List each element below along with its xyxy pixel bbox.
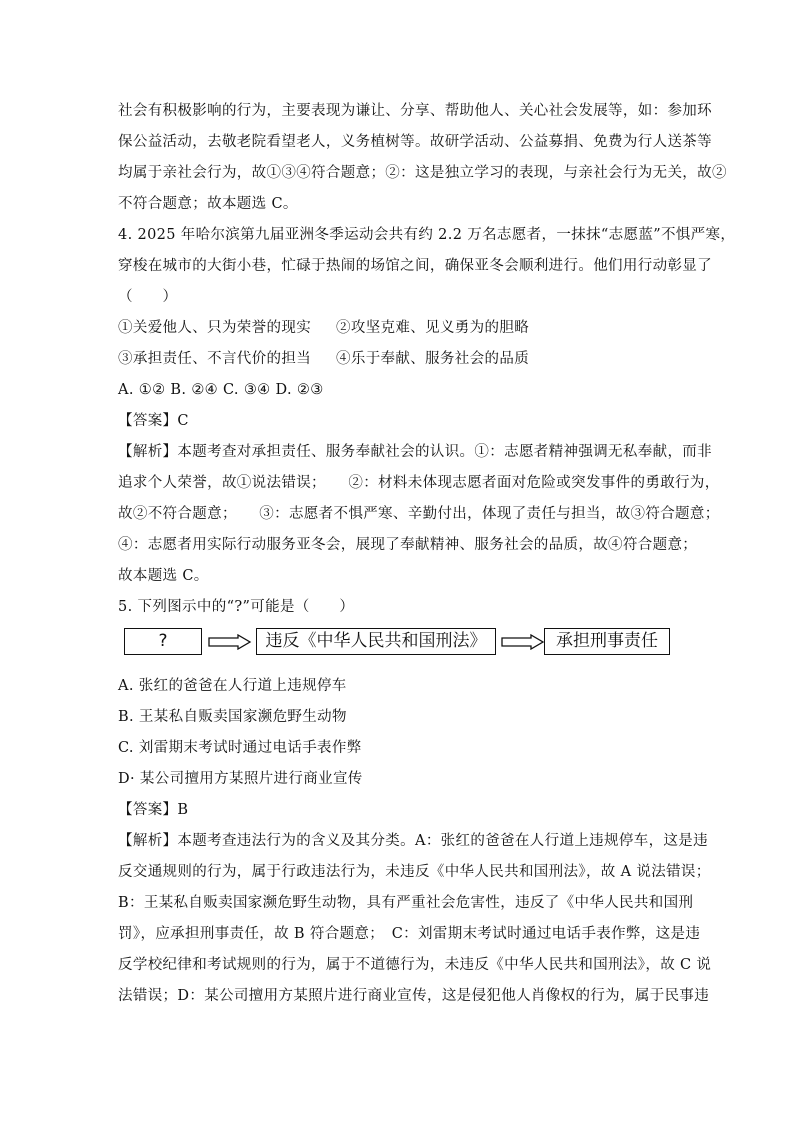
- q4-answer: 【答案】C: [118, 413, 189, 429]
- document-page: [118, 96, 736, 1012]
- q5-analysis-line: 反学校纪律和考试规则的行为，属于不道德行为，未违反《中华人民共和国刑法》，故 C 说: [118, 957, 712, 973]
- q5-option-a: A. 张红的爸爸在人行道上违规停车: [118, 678, 347, 694]
- flow-box-violate-criminal-law: 违反《中华人民共和国刑法》: [256, 628, 496, 655]
- q5-option-c: C. 刘雷期末考试时通过电话手表作弊: [118, 740, 362, 756]
- q4-option-3: ③承担责任、不言代价的担当: [118, 351, 312, 367]
- q5-option-d: D· 某公司擅用方某照片进行商业宣传: [118, 771, 363, 787]
- paragraph-line: 社会有积极影响的行为，主要表现为谦让、分享、帮助他人、关心社会发展等，如：参加环: [118, 103, 712, 119]
- q4-choices: A. ①② B. ②④ C. ③④ D. ②③: [118, 382, 324, 398]
- q4-stem-line: 穿梭在城市的大街小巷，忙碌于热闹的场馆之间，确保亚冬会顺利进行。他们用行动彰显了: [118, 258, 712, 274]
- paragraph-line: 均属于亲社会行为，故①③④符合题意；②：这是独立学习的表现，与亲社会行为无关，故②: [118, 165, 727, 181]
- q5-analysis-line: 反交通规则的行为，属于行政违法行为，未违反《中华人民共和国刑法》，故 A 说法错误；: [118, 864, 711, 880]
- q5-stem: 5. 下列图示中的“?”可能是（ ）: [118, 599, 355, 615]
- right-arrow-icon: [501, 634, 545, 650]
- q5-analysis-line: 【解析】本题考查违法行为的含义及其分类。A：张红的爸爸在人行道上违规停车，这是违: [118, 833, 708, 849]
- q5-answer: 【答案】B: [118, 802, 189, 818]
- q4-analysis-line: 故本题选 C。: [118, 568, 209, 584]
- flow-box-unknown: ?: [124, 628, 202, 655]
- q5-flow-diagram: [118, 625, 684, 665]
- q4-analysis-line: 故②不符合题意； ③：志愿者不惧严寒、辛勤付出，体现了责任与担当，故③符合题意；: [118, 506, 720, 522]
- q4-stem-line: 4. 2025 年哈尔滨第九届亚洲冬季运动会共有约 2.2 万名志愿者，一抹抹“志愿蓝”不惧严寒，: [118, 227, 736, 243]
- q5-analysis-line: B：王某私自贩卖国家濒危野生动物，具有严重社会危害性，违反了《中华人民共和国刑: [118, 895, 694, 911]
- q4-options-row-2: [118, 344, 684, 375]
- q4-options-row-1: [118, 313, 684, 344]
- q5-analysis-line: 法错误；D：某公司擅用方某照片进行商业宣传，这是侵犯他人肖像权的行为，属于民事违: [118, 988, 710, 1004]
- q4-option-1: ①关爱他人、只为荣誉的现实: [118, 320, 312, 336]
- q5-analysis-line: 罚》，应承担刑事责任，故 B 符合题意； C：刘雷期末考试时通过电话手表作弊，这是违: [118, 926, 701, 942]
- q4-analysis-line: 【解析】本题考查对承担责任、服务奉献社会的认识。①：志愿者精神强调无私奉献，而非: [118, 444, 712, 460]
- flow-box-criminal-liability: 承担刑事责任: [544, 628, 670, 655]
- q4-stem-blank: （ ）: [118, 289, 178, 305]
- q4-option-2: ②攻坚克难、见义勇为的胆略: [336, 320, 530, 336]
- paragraph-line: 保公益活动，去敬老院看望老人，义务植树等。故研学活动、公益募捐、免费为行人送茶等: [118, 134, 712, 150]
- right-arrow-icon: [208, 634, 252, 650]
- q5-option-b: B. 王某私自贩卖国家濒危野生动物: [118, 709, 347, 725]
- q4-option-4: ④乐于奉献、服务社会的品质: [336, 351, 530, 367]
- q4-analysis-line: ④：志愿者用实际行动服务亚冬会，展现了奉献精神、服务社会的品质，故④符合题意；: [118, 537, 698, 553]
- q4-analysis-line: 追求个人荣誉，故①说法错误； ②：材料未体现志愿者面对危险或突发事件的勇敢行为，: [118, 475, 720, 491]
- paragraph-line: 不符合题意；故本题选 C。: [118, 196, 298, 212]
